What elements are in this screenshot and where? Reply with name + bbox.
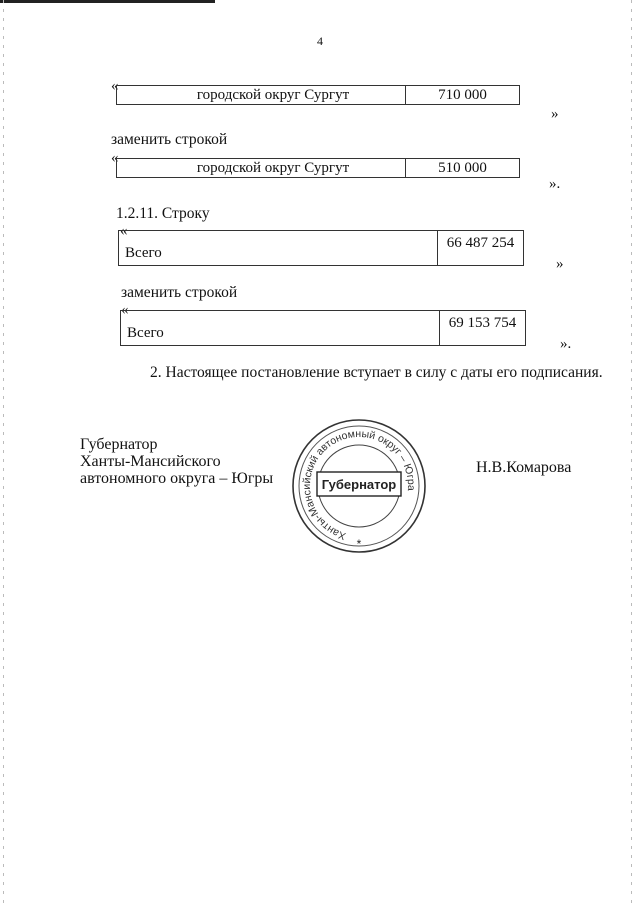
row-value-cell: 66 487 254 bbox=[438, 231, 524, 266]
effective-clause: 2. Настоящее постановление вступает в силу с даты его подписания. bbox=[150, 364, 603, 381]
open-quote: « bbox=[120, 223, 128, 239]
row-name-cell: городской округ Сургут bbox=[117, 159, 406, 178]
open-quote: « bbox=[111, 150, 119, 166]
signatory-title-line: Губернатор bbox=[80, 436, 158, 453]
amount-row-table bbox=[116, 158, 520, 178]
left-scan-edge bbox=[3, 0, 4, 905]
row-name-cell: городской округ Сургут bbox=[117, 86, 406, 105]
svg-text:*: * bbox=[356, 537, 362, 551]
top-edge-line bbox=[0, 0, 215, 3]
row-name-cell: Всего bbox=[121, 311, 440, 346]
close-quote: ». bbox=[560, 336, 572, 352]
amount-row-table bbox=[116, 85, 520, 105]
item-heading: 1.2.11. Строку bbox=[116, 205, 210, 222]
official-seal-stamp bbox=[287, 414, 431, 558]
close-quote: » bbox=[556, 256, 564, 272]
close-quote: ». bbox=[549, 176, 561, 192]
svg-text:Ханты-Мансийский автономный ок: Ханты-Мансийский автономный округ – Югра bbox=[300, 427, 418, 542]
signatory-title bbox=[80, 436, 273, 487]
page-number: 4 bbox=[317, 34, 323, 48]
close-quote: » bbox=[551, 106, 559, 122]
signatory-name: Н.В.Комарова bbox=[476, 459, 572, 476]
open-quote: « bbox=[111, 78, 119, 94]
row-name-cell: Всего bbox=[119, 231, 438, 266]
right-scan-edge bbox=[631, 0, 632, 905]
replace-label: заменить строкой bbox=[121, 284, 238, 301]
svg-text:Губернатор: Губернатор bbox=[321, 477, 397, 492]
total-row-table bbox=[118, 230, 524, 266]
signatory-title-line: автономного округа – Югры bbox=[80, 470, 274, 487]
replace-label: заменить строкой bbox=[111, 131, 228, 148]
row-value-cell: 69 153 754 bbox=[440, 311, 526, 346]
total-row-table bbox=[120, 310, 526, 346]
open-quote: « bbox=[121, 302, 129, 318]
row-value-cell: 510 000 bbox=[406, 159, 520, 178]
signatory-title-line: Ханты-Мансийского bbox=[80, 453, 221, 470]
row-value-cell: 710 000 bbox=[406, 86, 520, 105]
